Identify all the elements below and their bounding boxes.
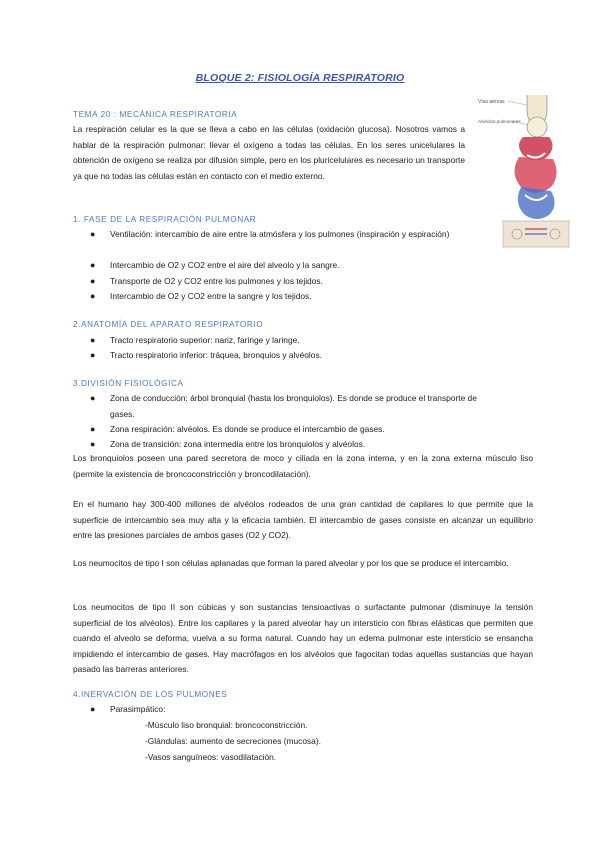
figure-label-vias: Vías aéreas — [478, 99, 505, 105]
section3-item: ● Zona respiración: alvéolos. Es donde se produce el intercambio de gases. — [90, 424, 385, 434]
section4-subitem: -Glándulas: aumento de secreciones (mucosa). — [145, 736, 321, 746]
tema-paragraph: La respiración celular es la que se lleva a cabo en las células (oxidación glucosa). Nosotros vamos a hablar de la respiración pulmonar: llevar el oxígeno a todas las células. En los seres unicelulares la obtención de oxígeno se realiza por difusión simple, pero en los pluricelulares es necesario un transporte ya que no todas las células están en contacto con el medio externo. — [73, 124, 465, 181]
figure-label-alveolo: Alvéolos pulmonares — [478, 119, 521, 124]
section4-subitem: -Vasos sanguíneos: vasodilatación. — [145, 752, 277, 762]
section4-item: ● Parasimpático: — [90, 704, 166, 714]
neumocitos-tipo2-paragraph: Los neumocitos de tipo II son cúbicas y son sustancias tensioactivas o surfactante pulmonar (disminuye la tensión superficial de los alvéolos). Entre los capilares y la pared alveolar hay un intersticio con fibras elásticas que permiten que cuando el alveolo se deforma, vuelva a su forma natural. Cuando hay un edema pulmonar este intersticio se ensancha impidiendo el intercambio de gases. Hay macrófagos en los alvéolos que fagocitan todas aquellas sustancias que hayan pasado las barreras anteriores. — [73, 602, 533, 675]
section1-item: ● Ventilación: intercambio de aire entre la atmósfera y los pulmones (inspiración y espiración) — [90, 229, 450, 239]
section3-item: ● Zona de conducción: árbol bronquial (hasta los bronquiolos). Es donde se produce el transporte de gases. — [90, 393, 477, 419]
section2-item: ● Tracto respiratorio superior: nariz, faringe y laringe. — [90, 335, 300, 345]
bronquiolos-paragraph: Los bronquiolos poseen una pared secretora de moco y ciliada en la zona interna, y en la zona externa músculo liso (permite la existencia de broncoconstricción y broncodilatación). — [73, 453, 533, 479]
section1-item: ● Intercambio de O2 y CO2 entre el aire del alveolo y la sangre. — [90, 260, 340, 270]
document-title: BLOQUE 2: FISIOLOGÍA RESPIRATORIO — [195, 72, 405, 84]
section3-heading: 3.DIVISIÓN FISIOLÓGICA — [73, 379, 184, 388]
section3-item: ● Zona de transición: zona intermedia entre los bronquiolos y alvéolos. — [90, 439, 366, 449]
section1-item: ● Transporte de O2 y CO2 entre los pulmones y los tejidos. — [90, 276, 323, 286]
neumocitos-tipo1-paragraph: Los neumocitos de tipo I son células aplanadas que forman la pared alveolar y por los que se produce el intercambio. — [73, 558, 509, 568]
tema-heading: TEMA 20 : MECÁNICA RESPIRATORIA — [73, 110, 238, 119]
section4-subitem: -Músculo liso bronquial: broncoconstricción. — [145, 720, 308, 730]
section1-item: ● Intercambio de O2 y CO2 entre la sangre y los tejidos. — [90, 291, 312, 301]
section1-heading: 1. FASE DE LA RESPIRACIÓN PULMONAR — [73, 215, 257, 224]
alveolos-paragraph: En el humano hay 300-400 millones de alvéolos rodeados de una gran cantidad de capilares lo que permite que la superficie de intercambio sea muy alta y la eficacia también. El intercambio de gases consiste en alcanzar un equilibrio entre las presiones parciales de ambos gases (O2 y CO2). — [73, 499, 533, 541]
section2-heading: 2.ANATOMÍA DEL APARATO RESPIRATORIO — [73, 320, 264, 329]
respiratory-circulation-figure — [475, 95, 595, 260]
section4-heading: 4.INERVACIÓN DE LOS PULMONES — [73, 690, 228, 699]
section2-item: ● Tracto respiratorio inferior: tráquea, bronquios y alvéolos. — [90, 350, 322, 360]
